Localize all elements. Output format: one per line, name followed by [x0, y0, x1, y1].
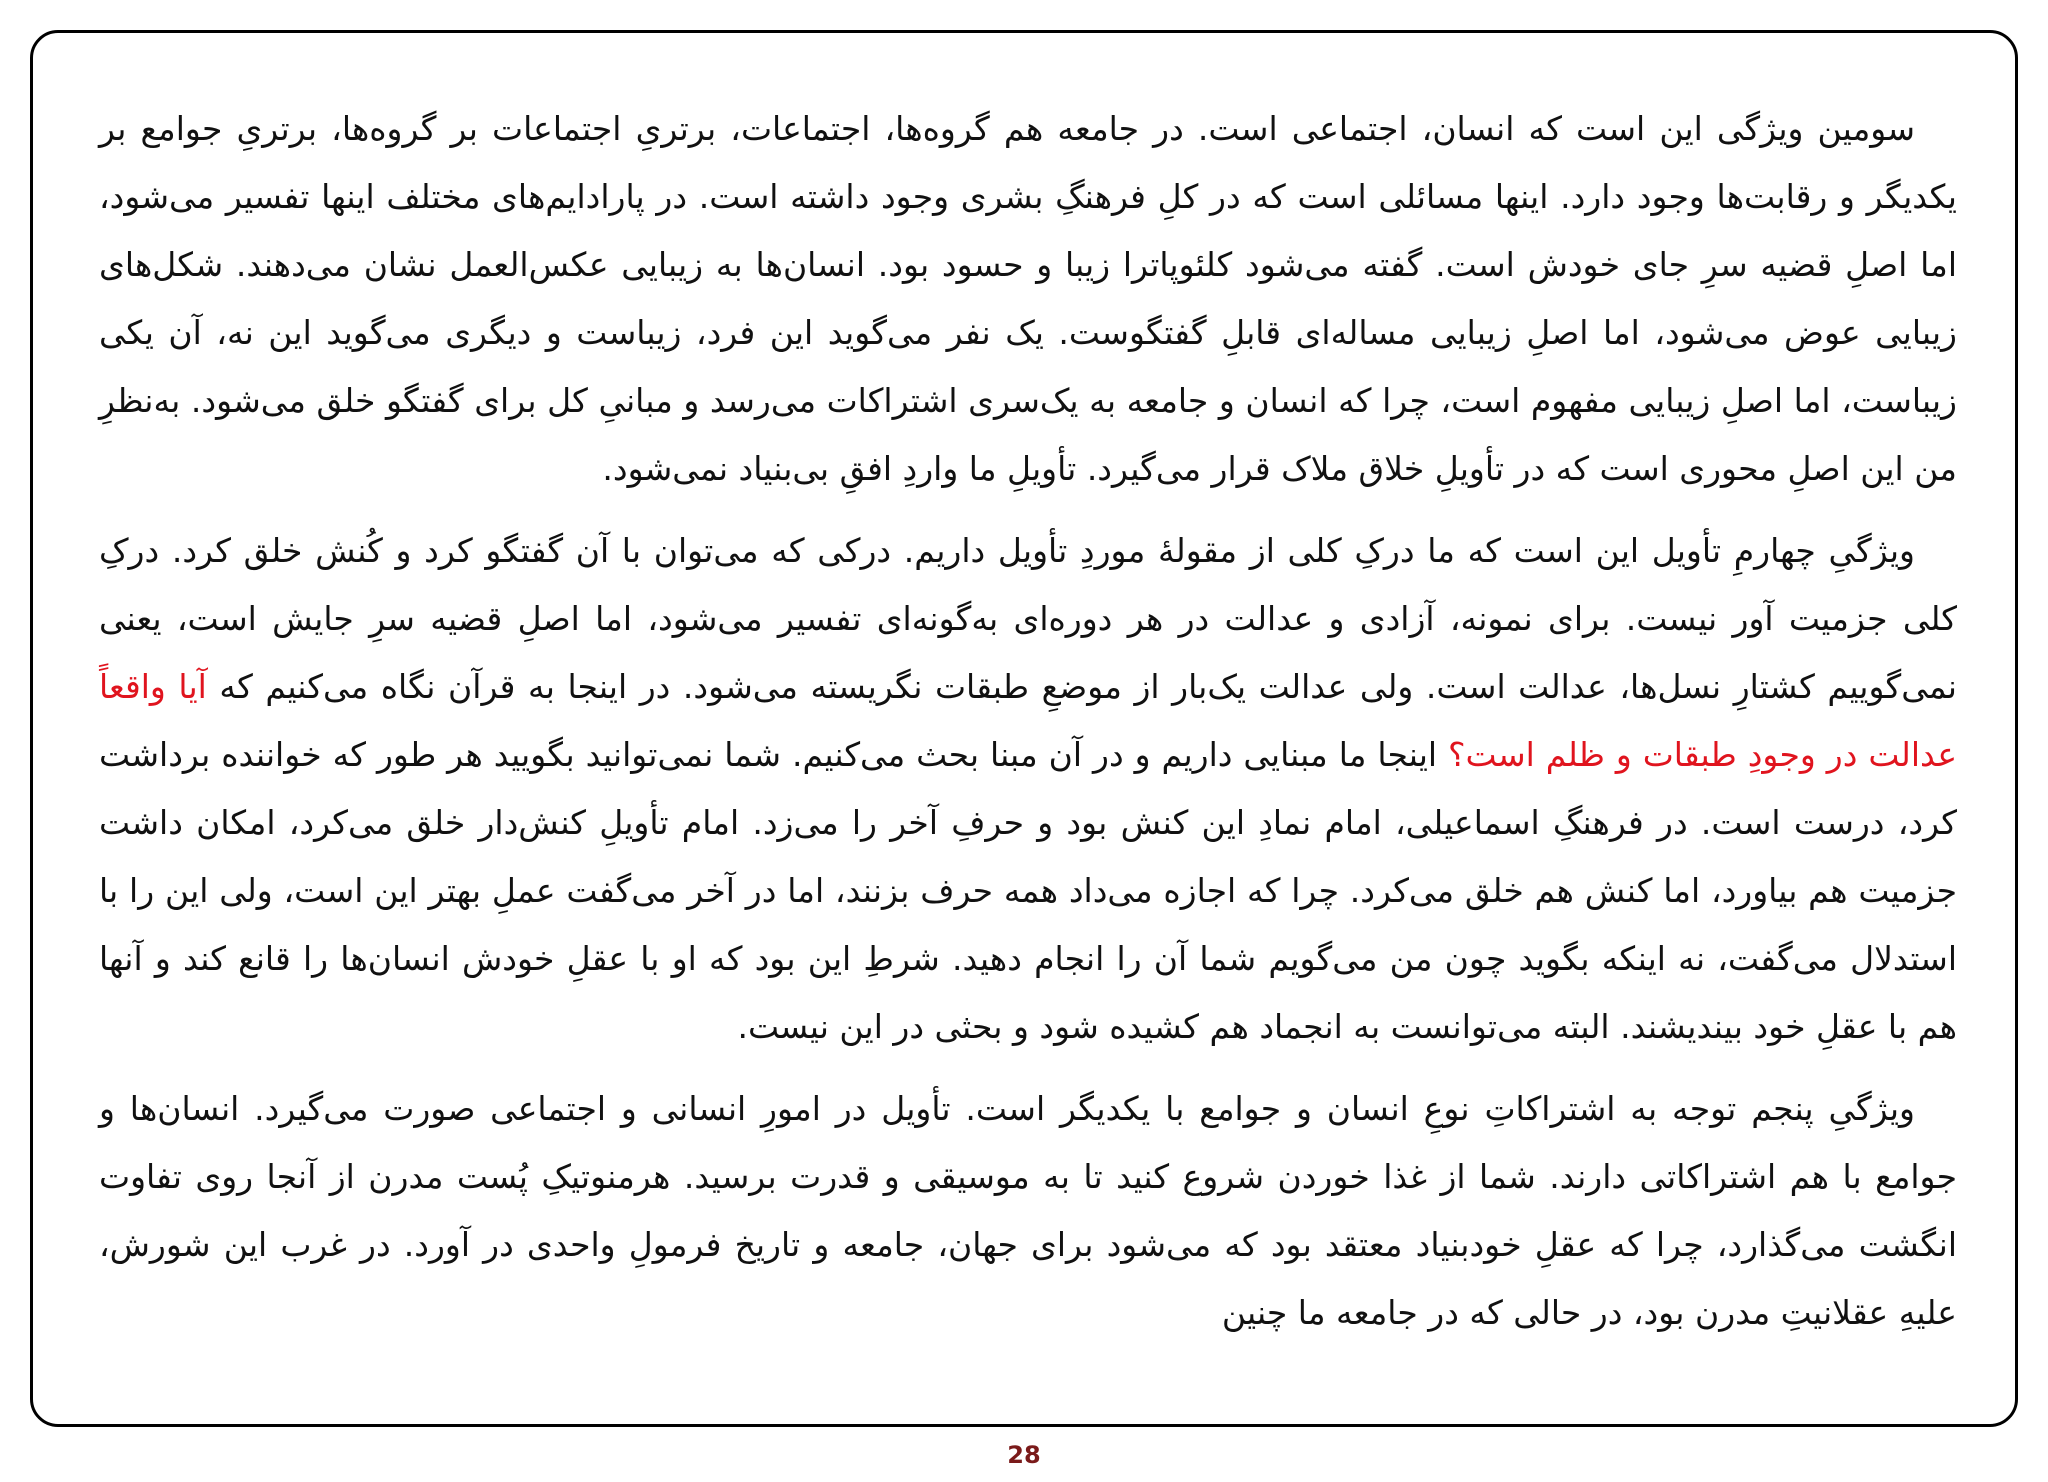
highlighted-question: آیا واقعاً عدالت در وجودِ طبقات و ظلم است؟	[99, 667, 1958, 774]
paragraph-text-after: اینجا ما مبنایی داریم و در آن مبنا بحث می‌کنیم. شما نمی‌توانید بگویید هر طور که خواننده برداشت کرد، درست است. در فرهنگِ اسماعیلی، امام نمادِ این کنش بود و حرفِ آخر را می‌زد. امام تأویلِ کنش‌دار خلق می‌کرد، امکان داشت جزمیت هم بیاورد، اما کنش هم خلق می‌کرد. چرا که اجازه می‌داد همه حرف بزنند، اما در آخر می‌گفت عملِ بهتر این است، ولی این را با استدلال می‌گفت، نه اینکه بگوید چون من می‌گویم شما آن را انجام دهید. شرطِ این بود که او با عقلِ خودش انسان‌ها را قانع کند و آنها هم با عقلِ خود بیندیشند. البته می‌توانست به انجماد هم کشیده شود و بحثی در این نیست.	[99, 735, 1957, 1046]
paragraph-third-feature	[99, 95, 1957, 503]
paragraph-fourth-feature	[99, 517, 1957, 1061]
page-frame	[30, 30, 2018, 1427]
paragraph-text-before: ویژگیِ چهارمِ تأویل این است که ما درکِ کلی از مقولهٔ موردِ تأویل داریم. درکی که می‌توان با آن گفتگو کرد و کُنش خلق کرد. درکِ کلی جزمیت آور نیست. برای نمونه، آزادی و عدالت در هر دوره‌ای به‌گونه‌ای تفسیر می‌شود، اما اصلِ قضیه سرِ جایش است، یعنی نمی‌گوییم کشتارِ نسل‌ها، عدالت است. ولی عدالت یک‌بار از موضعِ طبقات نگریسته می‌شود. در اینجا به قرآن نگاه می‌کنیم که	[99, 531, 1957, 706]
body-text	[99, 95, 1957, 1361]
paragraph-text: سومین ویژگی این است که انسان، اجتماعی است. در جامعه هم گروه‌ها، اجتماعات، برتریِ اجتماعات بر گروه‌ها، برتریِ جوامع بر یکدیگر و رقابت‌ها وجود دارد. اینها مسائلی است که در کلِ فرهنگِ بشری وجود داشته است. در پارادایم‌های مختلف اینها تفسیر می‌شود، اما اصلِ قضیه سرِ جای خودش است. گفته می‌شود کلئوپاترا زیبا و حسود بود. انسان‌ها به زیبایی عکس‌العمل نشان می‌دهند. شکل‌های زیبایی عوض می‌شود، اما اصلِ زیبایی مساله‌ای قابلِ گفتگوست. یک نفر می‌گوید این فرد، زیباست و دیگری می‌گوید این نه، آن یکی زیباست، اما اصلِ زیبایی مفهوم است، چرا که انسان و جامعه به یک‌سری اشتراکات می‌رسد و مبانیِ کل برای گفتگو خلق می‌شود. به‌نظرِ من این اصلِ محوری است که در تأویلِ خلاق ملاک قرار می‌گیرد. تأویلِ ما واردِ افقِ بی‌بنیاد نمی‌شود.	[99, 109, 1957, 488]
paragraph-text: ویژگیِ پنجم توجه به اشتراکاتِ نوعِ انسان و جوامع با یکدیگر است. تأویل در امورِ انسانی و اجتماعی صورت می‌گیرد. انسان‌ها و جوامع با هم اشتراکاتی دارند. شما از غذا خوردن شروع کنید تا به موسیقی و قدرت برسید. هرمنوتیکِ پُست مدرن از آنجا روی تفاوت انگشت می‌گذارد، چرا که عقلِ خودبنیاد معتقد بود که می‌شود برای جهان، جامعه و تاریخ فرمولِ واحدی در آورد. در غرب این شورش، علیهِ عقلانیتِ مدرن بود، در حالی که در جامعه ما چنین	[99, 1089, 1957, 1332]
paragraph-fifth-feature	[99, 1075, 1957, 1347]
page-number: 28	[1007, 1441, 1041, 1469]
